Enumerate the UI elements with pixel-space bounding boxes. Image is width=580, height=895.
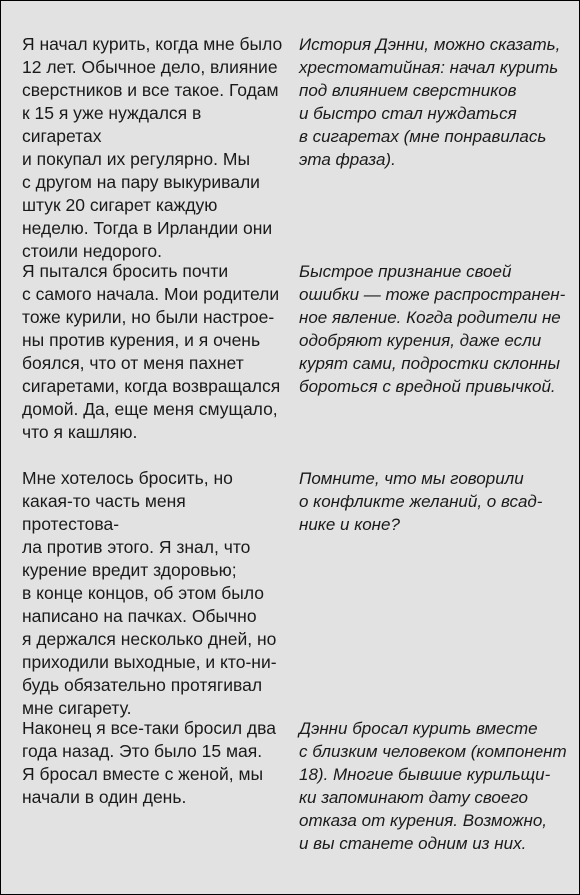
story-text: Наконец я все-таки бросил два года назад. Это было 15 мая. Я бросал вместе с женой, мы начали в один день. bbox=[22, 718, 276, 807]
story-text: Я пытался бросить почти с самого начала. Мои родители тоже курили, но были настрое- ны против курения, и я очень боялся, что от меня пахнет сигаретами, когда возвращался домой. Да, еще меня смущало, что я кашляю. bbox=[22, 261, 281, 442]
comment-text: Быстрое признание своей ошибки — тоже распространен- ное явление. Когда родители не одобряют курения, даже если курят сами, подростки склонны бороться с вредной привычкой. bbox=[299, 262, 566, 396]
comment-text: История Дэнни, можно сказать, хрестоматийная: начал курить под влиянием сверстников и быстро стал нуждаться в сигаретах (мне понравилась эта фраза). bbox=[299, 35, 561, 169]
story-text: Мне хотелось бросить, но какая-то часть меня протестова- ла против этого. Я знал, что курение вредит здоровью; в конце концов, об этом было написано на пачках. Обычно я держался несколько дней, но приходили выходные, и кто-ни- будь обязательно протягивал мне сигарету. bbox=[22, 468, 277, 718]
comment-text: Дэнни бросал курить вместе с близким человеком (компонент 18). Многие бывшие курильщи- ки запоминают дату своего отказа от курения. Возможно, и вы станете одним из них. bbox=[299, 719, 567, 853]
comment-text: Помните, что мы говорили о конфликте желаний, о всад- нике и коне? bbox=[299, 469, 543, 534]
story-text: Я начал курить, когда мне было 12 лет. Обычное дело, влияние сверстников и все такое. Годам к 15 я уже нуждался в сигаретах и покупал их регулярно. Мы с другом на пару выкуривали штук 20 сигарет каждую неделю. Тогда в Ирландии они стоили недорого. bbox=[22, 34, 283, 261]
